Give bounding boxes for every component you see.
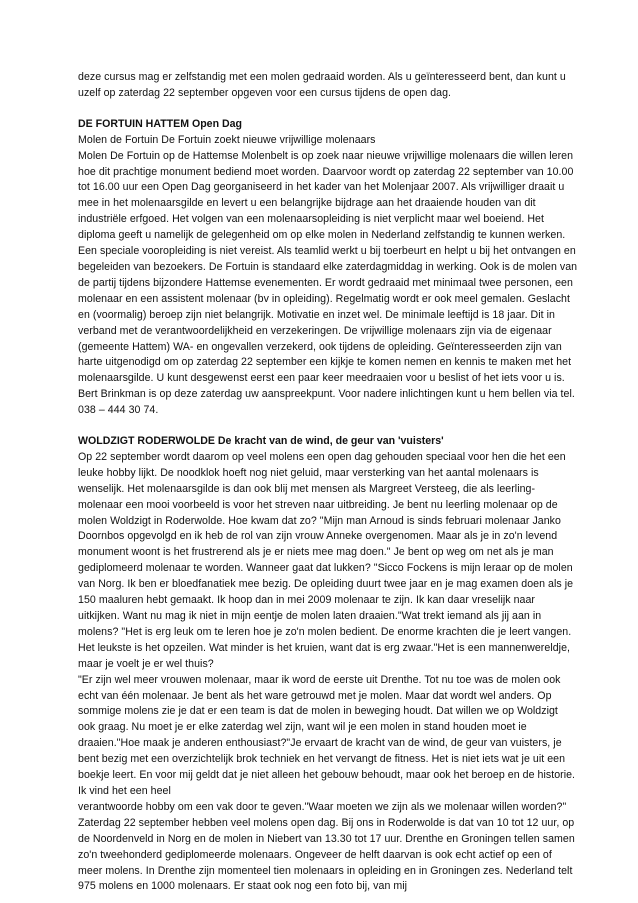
paragraph-spacer [78, 419, 578, 434]
section-body-woldzigt-3: verantwoorde hobby om een vak door te geven."Waar moeten we zijn als we molenaar willen worden?" Zaterdag 22 september hebben veel molens open dag. Bij ons in Roderwolde is dat van 10 tot 12 uur, op de Noordenveld in Norg en de molen in Niebert van 13.30 tot 17 uur. Drenthe en Groningen tellen samen zo'n tweehonderd gediplomeerde molenaars. Ongeveer de helft daarvan is ook echt actief op een of meer molens. In Drenthe zijn momenteel tien molenaars in opleiding en in Groningen zes. Nederland telt 975 molens en 1000 molenaars. Er staat ook nog een foto bij, van mij [78, 800, 575, 893]
section-subtitle-fortuin: Molen de Fortuin De Fortuin zoekt nieuwe vrijwillige molenaars [78, 133, 376, 146]
section-body-woldzigt-2: "Er zijn wel meer vrouwen molenaar, maar ik word de eerste uit Drenthe. Tot nu toe was de molen ook echt van één molenaar. Je bent als het ware getrouwd met je molen. Maar dat wordt wel anders. Op sommige molens zie je dat er een team is dat de molen in beweging houdt. Dat willen we op Woldzigt ook graag. Nu moet je er elke zaterdag wel zijn, want wil je een molen in stand houden moet ie draaien."Hoe maak je anderen enthousiast?"Je ervaart de kracht van de wind, de geur van vuisters, je bent bezig met een overzichtelijk brok techniek en het vervangt de fitness. Het is niet iets wat je uit een boekje leert. En voor mij geldt dat je niet alleen het gebouw behoudt, maar ook het beroep en de historie. Ik vind het een heel [78, 673, 576, 797]
intro-paragraph: deze cursus mag er zelfstandig met een molen gedraaid worden. Als u geïnteresseerd bent, dan kunt u uzelf op zaterdag 22 september opgeven voor een cursus tijdens de open dag. [78, 71, 566, 99]
section-body-woldzigt-1: Op 22 september wordt daarom op veel molens een open dag gehouden speciaal voor hen die het een leuke hobby lijkt. De noodklok hoeft nog niet geluid, maar versterking van het aantal molenaars is wenselijk. Het molenaarsgilde is dan ook blij met mensen als Margreet Versteeg, die als leerling-molenaar een mooi voorbeeld is voor het streven naar uitbreiding. Je bent nu leerling molenaar op de molen Woldzigt in Roderwolde. Hoe kwam dat zo? "Mijn man Arnoud is sinds februari molenaar Janko Doornbos opgevolgd en ik heb de rol van zijn vrouw Anneke overgenomen. Maar als je in zo'n levend monument woont is het frustrerend als je er niets mee mag doen." Je bent op weg om net als je man gediplomeerd molenaar te worden. Wanneer gaat dat lukken? "Sicco Fockens is mijn leraar op de molen van Norg. Ik ben er bloedfanatiek mee bezig. De opleiding duurt twee jaar en je mag examen doen als je 150 maaluren hebt gemaakt. Ik hoop dan in mei 2009 molenaar te zijn. Ik kan daar vreselijk naar uitkijken. Want nu mag ik niet in mijn eentje de molen laten draaien."Wat trekt iemand als jij aan in molens? "Het is erg leuk om te leren hoe je zo'n molen bedient. De enorme krachten die je leert vangen. Het leukste is het opzeilen. Wat minder is het kruien, want dat is erg zwaar."Het is een mannenwereldje, maar je voelt je er wel thuis? [78, 450, 574, 670]
section-heading-woldzigt: WOLDZIGT RODERWOLDE De kracht van de wind, de geur van 'vuisters' [78, 435, 444, 448]
paragraph-spacer [78, 102, 578, 117]
section-body-fortuin: Molen De Fortuin op de Hattemse Molenbelt is op zoek naar nieuwe vrijwillige molenaars die willen leren hoe dit prachtige monument bediend moet worden. Daarvoor wordt op zaterdag 22 september van 10.00 tot 16.00 uur een Open Dag georganiseerd in het kader van het Molenjaar 2007. Als vrijwilliger draait u mee in het molenaarsgilde en levert u een belangrijke bijdrage aan het draaiende houden van dit industriële erfgoed. Het volgen van een molenaarsopleiding is niet verplicht maar wel boeiend. Het diploma geeft u namelijk de gelegenheid om op elke molen in Nederland zelfstandig te kunnen werken. Een speciale vooropleiding is niet vereist. Als teamlid werkt u bij toerbeurt en helpt u bij het ontvangen en begeleiden van bezoekers. De Fortuin is standaard elke zaterdagmiddag in werking. Ook is de molen van de partij tijdens bijzondere Hattemse evenementen. Er wordt gedraaid met minimaal twee personen, een molenaar en een assistent molenaar (bv in opleiding). Regelmatig wordt er ook meel gemalen. Geslacht en (voormalig) beroep zijn niet belangrijk. Motivatie en inzet wel. De minimale leeftijd is 18 jaar. Dit in verband met de verantwoordelijkheid en verzekeringen. De vrijwillige molenaars zijn via de eigenaar (gemeente Hattem) WA- en ongevallen verzekerd, ook tijdens de opleiding. Geïnteresseerden zijn van harte uitgenodigd om op zaterdag 22 september een kijkje te komen nemen en kennis te maken met het molenaarsgilde. U kunt desgewenst eerst een paar keer meedraaien voor u beslist of het iets voor u is. Bert Brinkman is op deze zaterdag uw aanspreekpunt. Voor nadere inlichtingen kunt u hem bellen via tel. 038 – 444 30 74. [78, 149, 578, 417]
section-heading-fortuin: DE FORTUIN HATTEM Open Dag [78, 117, 243, 130]
